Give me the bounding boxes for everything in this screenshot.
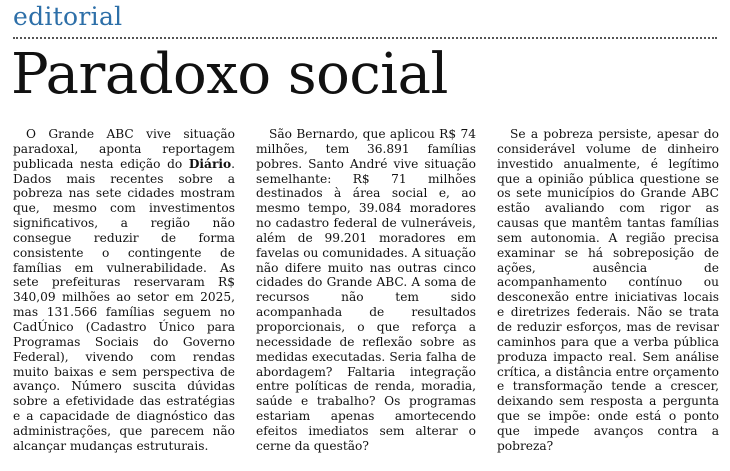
paragraph-3: Se a pobreza persiste, apesar do considerável volume de dinheiro investido anualmente, é legítimo que a opinião pública questione se os sete municípios do Grande ABC estão avaliando com rigor as causas que mantêm tantas famílias sem autonomia. A região precisa examinar se há sobreposição de ações, ausência de acompanhamento contínuo ou desconexão entre iniciativas locais e diretrizes federais. Não se trata de reduzir esforços, mas de revisar caminhos para que a verba pública produza impacto real. Sem análise crítica, a distância entre orçamento e transformação tende a crescer, deixando sem resposta a pergunta que se impõe: onde está o ponto que impede avanços contra a pobreza? bbox=[497, 127, 719, 453]
headline: Paradoxo social bbox=[11, 42, 448, 107]
article-column-2 bbox=[256, 127, 476, 454]
paragraph-1 bbox=[13, 127, 235, 454]
paragraph-2: São Bernardo, que aplicou R$ 74 milhões, tem 36.891 famílias pobres. Santo André vive situação semelhante: R$ 71 milhões destinados à área social e, ao mesmo tempo, 39.084 moradores no cadastro federal de vulneráveis, além de 99.201 moradores em favelas ou comunidades. A situação não difere muito nas outras cinco cidades do Grande ABC. A soma de recursos não tem sido acompanhada de resultados proporcionais, o que reforça a necessidade de reflexão sobre as medidas executadas. Seria falha de abordagem? Faltaria integração entre políticas de renda, moradia, saúde e trabalho? Os programas estariam apenas amortecendo efeitos imediatos sem alterar o cerne da questão? bbox=[256, 127, 476, 453]
section-divider bbox=[13, 37, 717, 39]
article-column-1 bbox=[13, 127, 235, 454]
newspaper-name: Diário bbox=[188, 156, 232, 171]
article-column-3 bbox=[497, 127, 719, 454]
section-label: editorial bbox=[13, 2, 123, 31]
paragraph-1-rest: . Dados mais recentes sobre a pobreza nas sete cidades mostram que, mesmo com investimentos significativos, a região não consegue reduzir de forma consistente o contingente de famílias em vulnerabilidade. As sete prefeituras reservaram R$ 340,09 milhões ao setor em 2025, mas 131.566 famílias seguem no CadÚnico (Cadastro Único para Programas Sociais do Governo Federal), vivendo com rendas muito baixas e sem perspectiva de avanço. Número suscita dúvidas sobre a efetividade das estratégias e a capacidade de diagnóstico das administrações, que parecem não alcançar mudanças estruturais. bbox=[13, 156, 235, 453]
paragraph-1-start: O Grande ABC vive situação paradoxal, aponta reportagem publicada nesta edição do bbox=[13, 127, 235, 171]
